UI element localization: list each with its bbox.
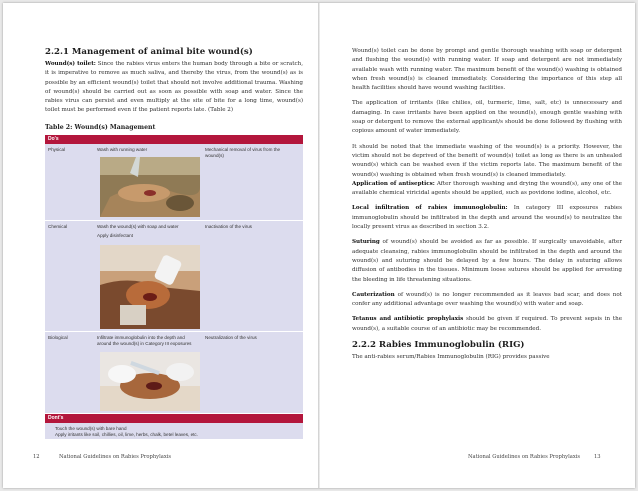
paragraph-label: Local infiltration of rabies immunoglobulin: bbox=[352, 205, 508, 212]
left-column bbox=[45, 47, 304, 438]
paragraph: The anti-rabies serum/Rabies Immunoglobulin (RIG) provides passive bbox=[352, 354, 550, 361]
paragraph bbox=[352, 180, 622, 199]
table-row bbox=[45, 332, 303, 414]
wound-toilet-paragraph bbox=[45, 60, 303, 116]
left-footer: National Guidelines on Rabies Prophylaxis bbox=[59, 454, 172, 460]
paragraph-label: Cauterization bbox=[352, 291, 395, 298]
dont-item: Touch the wound(s) with bare hand bbox=[55, 425, 127, 431]
paragraph-text: should be given if required. To prevent sepsis in the wound(s), a suitable course of an antibiotic may be recommended. bbox=[352, 316, 623, 332]
paragraph: It should be noted that the immediate washing of the wound(s) is a priority. However, the victim should not be deprived of the benefit of wound(s) toilet as long as there is an unhealed wound(s) which can be washed even if the victim reports late. The maximum benefit of the wound(s) washing is obtained when fresh wound(s) is cleaned immediately. bbox=[352, 143, 622, 178]
paragraph-text: of wound(s) should be avoided as far as possible. If surgically unavoidable, after adequate cleansing, rabies immunoglobulin should be infiltrated in the depth and around the wound(s) and suturing should be delayed by a few hours. The delay in suturing allows diffusion of antibodies in the tissues. Minimum loose sutures should be applied for arresting the bleeding in life threatening situations. bbox=[352, 239, 622, 283]
section-title: 2.2.1 Management of animal bite wound(s) bbox=[45, 47, 253, 57]
donts-list bbox=[45, 423, 303, 439]
paragraph-label: Wound(s) toilet: bbox=[45, 61, 96, 67]
paragraph-label: Suturing bbox=[352, 239, 380, 246]
row-result: Mechanical removal of virus from the wound(s) bbox=[205, 146, 281, 159]
row-result: Inactivation of the virus bbox=[205, 223, 252, 229]
disinfectant-photo bbox=[100, 245, 200, 329]
paragraph bbox=[352, 238, 622, 284]
paragraph-label: Application of antiseptics: bbox=[352, 180, 435, 187]
row-action-line: Apply disinfectant bbox=[97, 233, 134, 239]
paragraph: The application of irritants (like chilies, oil, turmeric, lime, salt, etc) is unnecessary and damaging. In case irritants have been applied on the wound(s), enough gentle washing with soap or detergent to remove the external applicant/s should be done followed by flushing with copious amount of water immediately. bbox=[352, 100, 622, 135]
paragraph-text: In category III exposures rabies immunoglobulin should be infiltrated in the depth and around the wound(s) to neutralize the locally present virus as described in section 3.2. bbox=[352, 205, 622, 231]
row-type: Biological bbox=[48, 334, 68, 340]
donts-header: Dont's bbox=[45, 414, 303, 423]
row-action: Wash with running water bbox=[97, 146, 148, 152]
left-page bbox=[3, 3, 318, 488]
paragraph-text: of wound(s) is no longer recommended as it leaves bad scar, and does not confer any additional advantage over washing the wound(s) with water and soap. bbox=[352, 291, 622, 308]
table-row bbox=[45, 144, 303, 221]
paragraph bbox=[352, 291, 622, 310]
book-spread bbox=[3, 3, 635, 488]
row-action bbox=[97, 224, 197, 240]
table-caption: Table 2: Wound(s) Management bbox=[45, 123, 156, 131]
dont-item: Apply irritants like soil, chillies, oil, lime, herbs, chalk, betel leaves, etc. bbox=[55, 432, 198, 438]
paragraph bbox=[352, 315, 622, 334]
paragraph bbox=[352, 204, 622, 232]
row-type: Chemical bbox=[48, 223, 68, 229]
row-type: Physical bbox=[48, 146, 66, 152]
dos-header: Do's bbox=[45, 135, 303, 144]
paragraph-label: Tetanus and antibiotic prophylaxis bbox=[352, 316, 464, 323]
section-title: 2.2.2 Rabies Immunoglobulin (RIG) bbox=[352, 340, 525, 351]
paragraph-text: After thorough washing and drying the wound(s), any one of the available chemical viricidal agents should be applied, such as povidone iodine, alcohol, etc. bbox=[352, 180, 622, 197]
right-footer: National Guidelines on Rabies Prophylaxis bbox=[468, 454, 581, 460]
paragraph: Wound(s) toilet can be done by prompt and gentle thorough washing with soap or detergent and flushing the wound(s) with running water. If soap and detergent are not immediately available wash with running water. The maximum benefit of the wound(s) washing is obtained when fresh wound(s) is cleaned immediately. Considering the importance of this step all health facilities should have wound washing facilities. bbox=[352, 48, 622, 92]
right-column bbox=[352, 47, 622, 362]
row-action-line: Wash the wound(s) with soap and water bbox=[97, 223, 179, 229]
row-action: Infiltrate immunoglobulin into the depth and around the wound(s) in Category III exposures bbox=[97, 334, 192, 347]
row-result: Neutralization of the virus bbox=[205, 334, 257, 340]
wound-management-table bbox=[45, 135, 303, 438]
right-page-number: 13 bbox=[594, 454, 601, 460]
injection-photo bbox=[100, 352, 200, 411]
right-page bbox=[320, 3, 635, 488]
paragraph-text: Since the rabies virus enters the human body through a bite or scratch, it is imperative to remove as much saliva, and thereby the virus, from the wound(s) as is possible by an efficient wound(s) toilet that should not involve additional trauma. Washing of wound(s) should be carried out as soon as possible with soap and water. Since the rabies virus can persist and even multiply at the site of bite for a long time, wound(s) toilet must be performed even if the patient reports late. (Table 2) bbox=[45, 61, 304, 114]
table-row bbox=[45, 221, 303, 332]
left-page-number: 12 bbox=[33, 454, 40, 460]
washing-wound-photo bbox=[100, 157, 200, 217]
